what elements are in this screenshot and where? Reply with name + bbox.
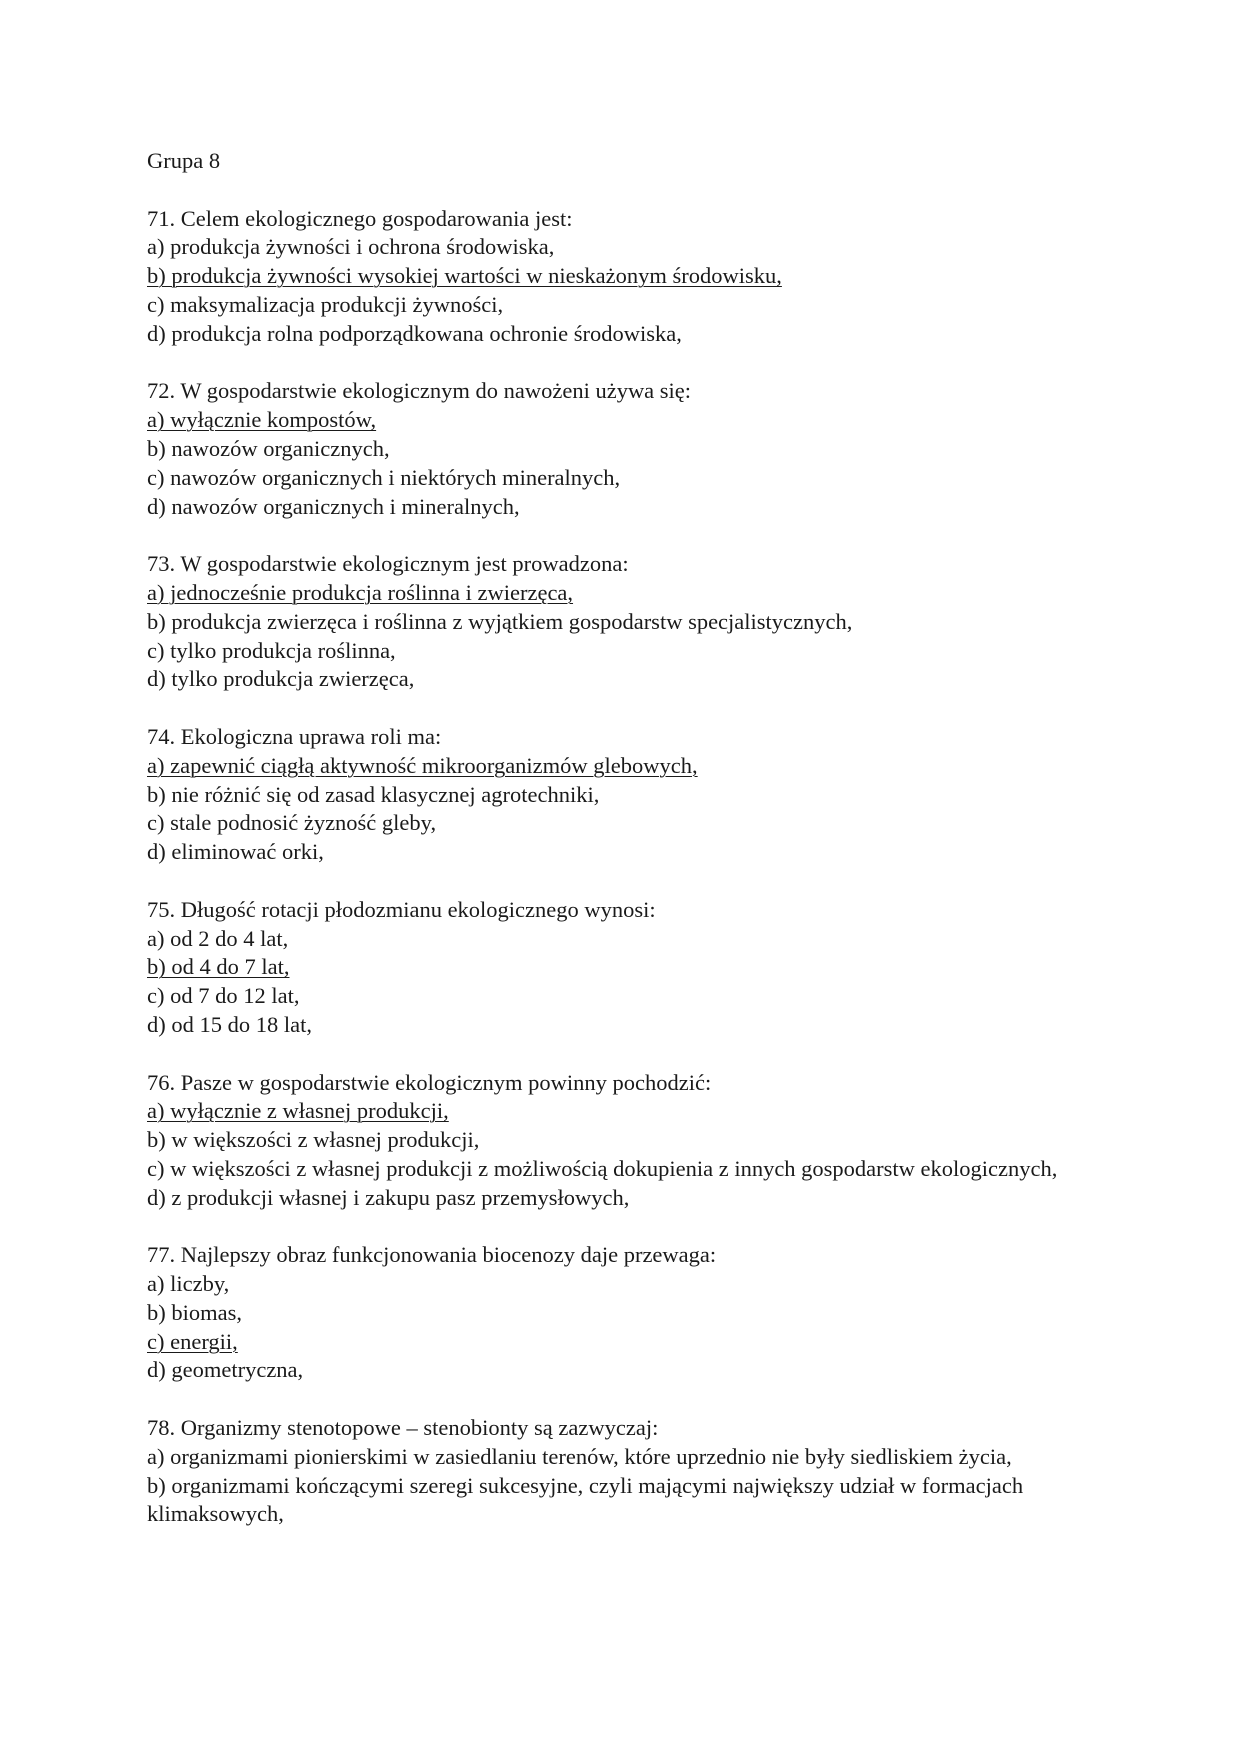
answer-option: d) nawozów organicznych i mineralnych, <box>147 493 520 519</box>
answer-option-correct: a) zapewnić ciągłą aktywność mikroorganizmów glebowych, <box>147 752 698 778</box>
answer-option: a) organizmami pionierskimi w zasiedlaniu terenów, które uprzednio nie były siedliskiem życia, <box>147 1443 1012 1469</box>
document-heading: Grupa 8 <box>147 148 221 173</box>
answer-option-correct: a) jednocześnie produkcja roślinna i zwierzęca, <box>147 579 574 605</box>
answer-option: b) nawozów organicznych, <box>147 435 390 461</box>
answer-option: b) w większości z własnej produkcji, <box>147 1127 480 1153</box>
answer-option: d) od 15 do 18 lat, <box>147 1011 312 1037</box>
answer-option: c) maksymalizacja produkcji żywności, <box>147 291 504 317</box>
question-text: 75. Długość rotacji płodozmianu ekologicznego wynosi: <box>147 896 656 922</box>
question-list <box>147 205 1077 1530</box>
answer-option: d) z produkcji własnej i zakupu pasz przemysłowych, <box>147 1184 630 1210</box>
question-text: 74. Ekologiczna uprawa roli ma: <box>147 723 442 749</box>
answer-option: b) organizmami kończącymi szeregi sukcesyjne, czyli mającymi największy udział w formacjach klimaksowych, <box>147 1472 1024 1527</box>
answer-option: b) biomas, <box>147 1299 242 1325</box>
question-block <box>147 1414 1077 1529</box>
answer-option: a) od 2 do 4 lat, <box>147 925 289 951</box>
answer-option: d) eliminować orki, <box>147 839 324 865</box>
answer-option-correct: a) wyłącznie kompostów, <box>147 407 377 433</box>
question-text: 76. Pasze w gospodarstwie ekologicznym powinny pochodzić: <box>147 1069 712 1095</box>
question-text: 72. W gospodarstwie ekologicznym do nawożeni używa się: <box>147 378 692 404</box>
answer-option: a) produkcja żywności i ochrona środowiska, <box>147 234 555 260</box>
answer-option-correct: b) od 4 do 7 lat, <box>147 954 290 980</box>
answer-option: c) w większości z własnej produkcji z możliwością dokupienia z innych gospodarstw ekologicznych, <box>147 1155 1058 1181</box>
answer-option-correct: b) produkcja żywności wysokiej wartości w nieskażonym środowisku, <box>147 263 782 289</box>
question-text: 73. W gospodarstwie ekologicznym jest prowadzona: <box>147 551 629 577</box>
answer-option-correct: c) energii, <box>147 1328 238 1354</box>
question-text: 78. Organizmy stenotopowe – stenobionty są zazwyczaj: <box>147 1415 659 1441</box>
question-text: 71. Celem ekologicznego gospodarowania jest: <box>147 205 573 231</box>
answer-option: b) nie różnić się od zasad klasycznej agrotechniki, <box>147 781 600 807</box>
question-block <box>147 723 1077 867</box>
question-block <box>147 1241 1077 1385</box>
answer-option: c) tylko produkcja roślinna, <box>147 637 396 663</box>
answer-option-correct: a) wyłącznie z własnej produkcji, <box>147 1098 449 1124</box>
question-text: 77. Najlepszy obraz funkcjonowania biocenozy daje przewaga: <box>147 1242 717 1268</box>
answer-option: c) od 7 do 12 lat, <box>147 983 300 1009</box>
answer-option: a) liczby, <box>147 1271 230 1297</box>
document-content <box>147 147 1077 1558</box>
answer-option: c) stale podnosić żyzność gleby, <box>147 810 437 836</box>
question-block <box>147 205 1077 349</box>
question-block <box>147 377 1077 521</box>
answer-option: d) geometryczna, <box>147 1357 304 1383</box>
question-block <box>147 550 1077 694</box>
answer-option: d) tylko produkcja zwierzęca, <box>147 666 415 692</box>
answer-option: c) nawozów organicznych i niektórych mineralnych, <box>147 464 621 490</box>
question-block <box>147 1069 1077 1213</box>
question-block <box>147 896 1077 1040</box>
answer-option: b) produkcja zwierzęca i roślinna z wyjątkiem gospodarstw specjalistycznych, <box>147 608 853 634</box>
answer-option: d) produkcja rolna podporządkowana ochronie środowiska, <box>147 320 682 346</box>
